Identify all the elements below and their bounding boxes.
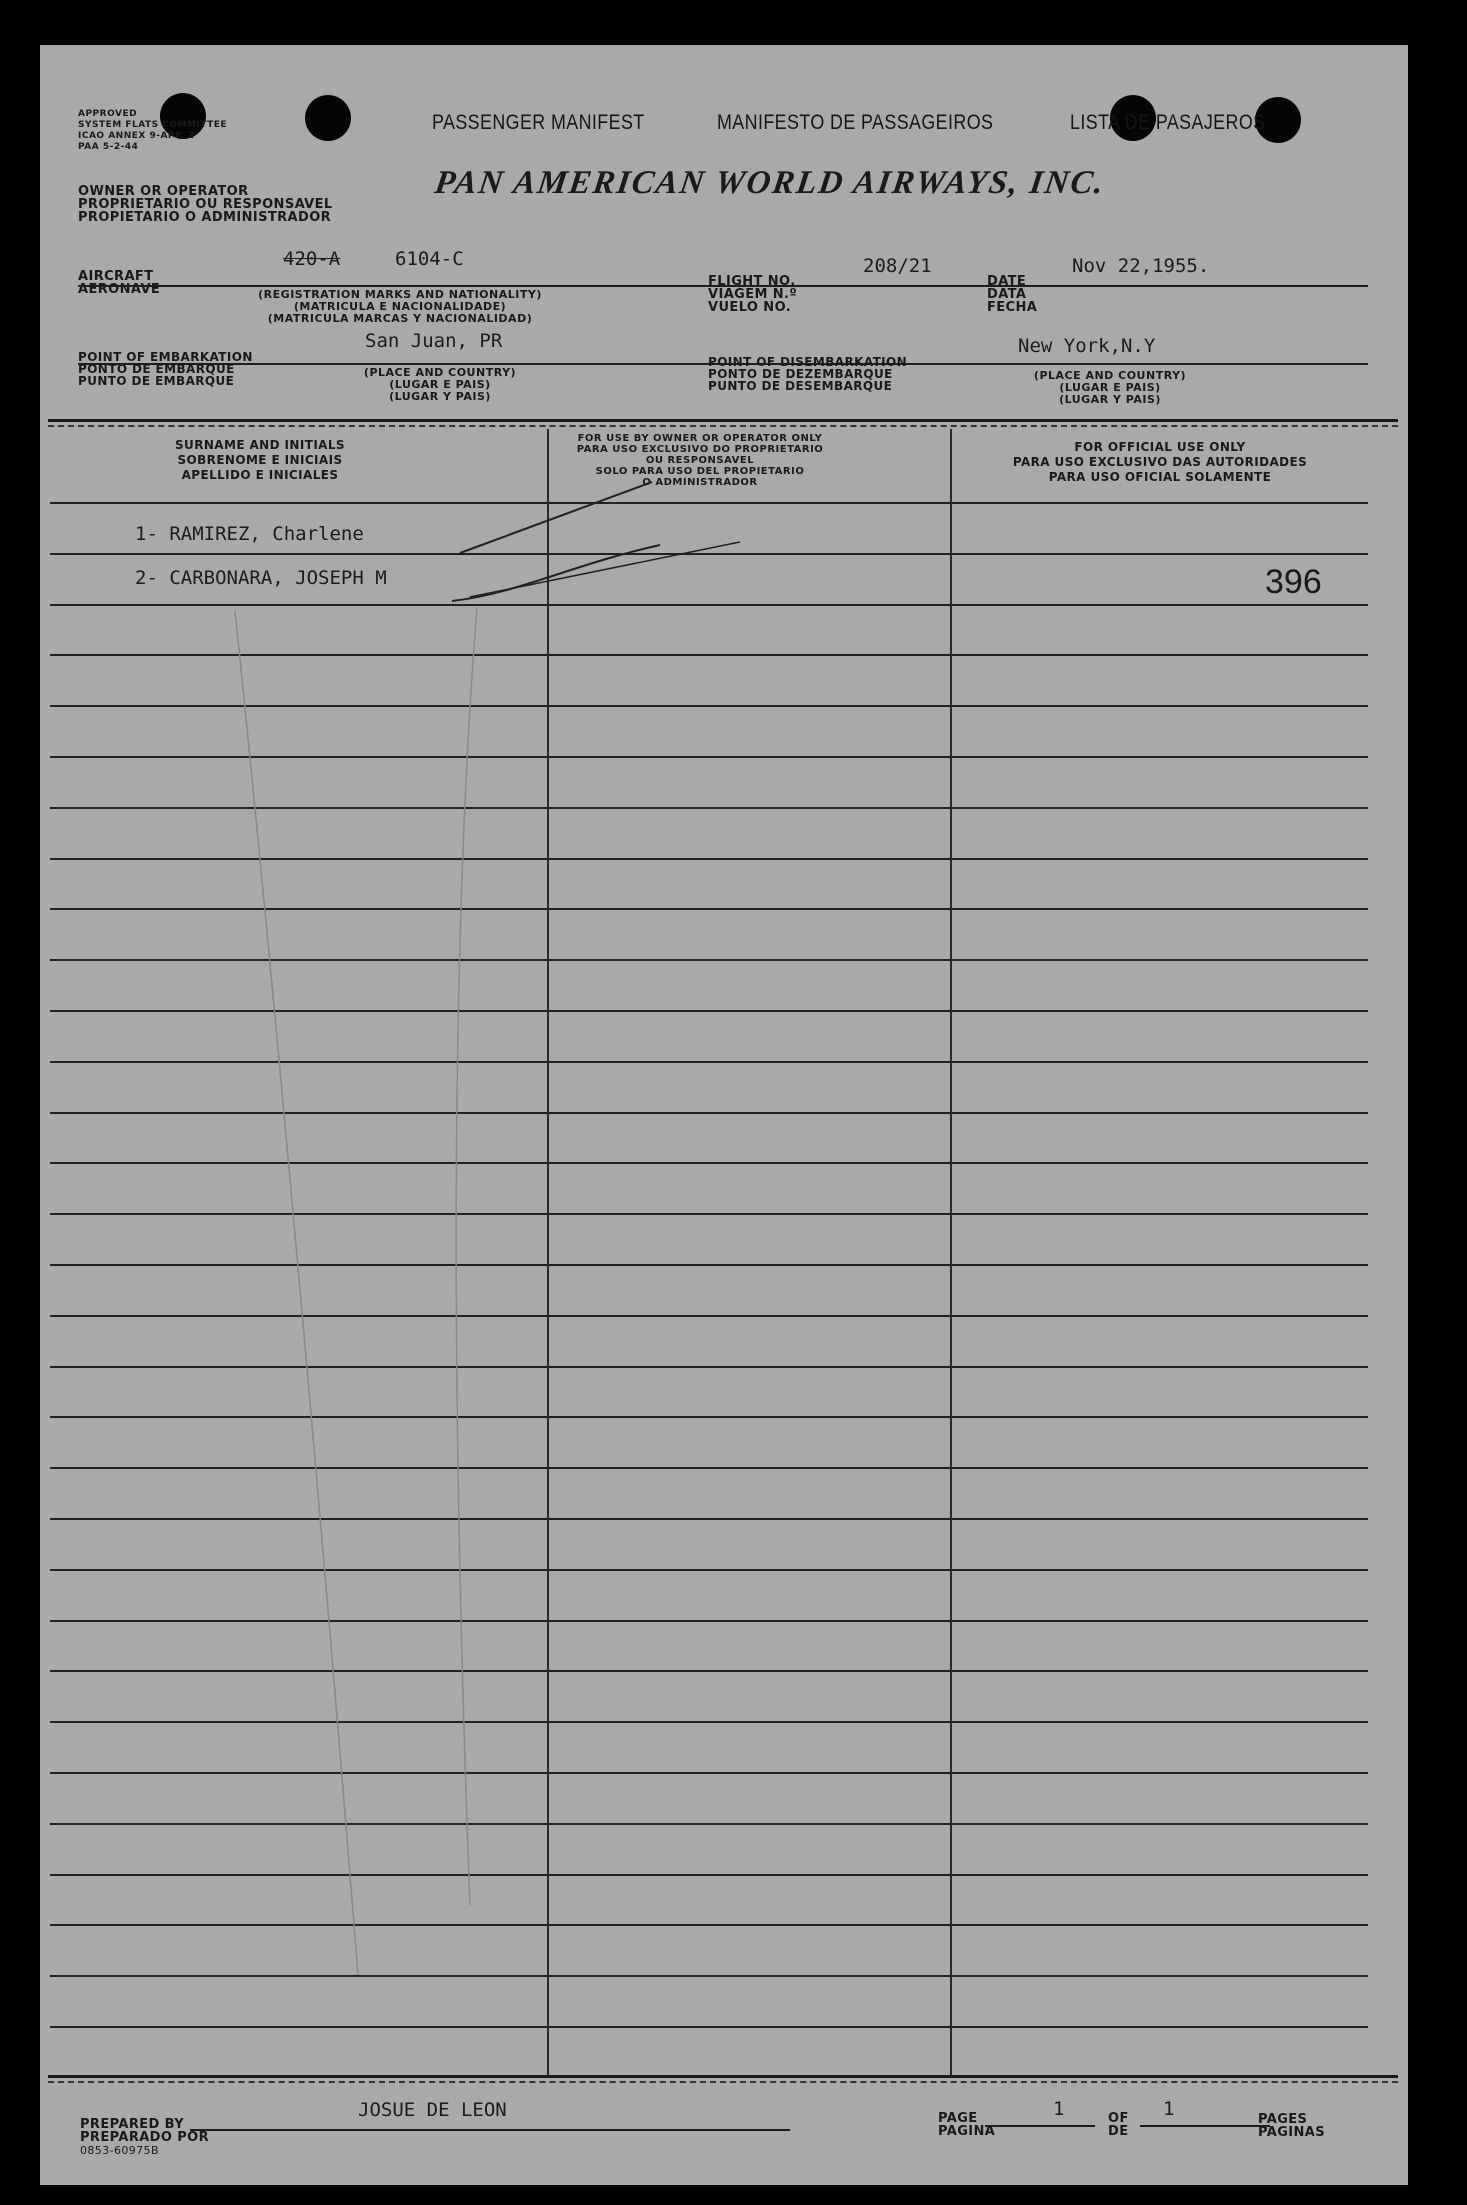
owner-label: PROPIETARIO O ADMINISTRADOR — [78, 210, 332, 225]
approval-line: SYSTEM FLATS COMMITTEE — [78, 120, 228, 130]
disembarkation-place: New York,N.Y — [1018, 335, 1156, 357]
embarkation-place: San Juan, PR — [365, 330, 503, 352]
flight-number: 208/21 — [863, 255, 932, 277]
col-header-line: SOLO PARA USO DEL PROPIETARIO — [595, 466, 805, 477]
of-label: DE — [1108, 2124, 1129, 2139]
col-header-line: PARA USO EXCLUSIVO DAS AUTORIDADES — [1012, 455, 1308, 469]
owner-label: PROPRIETARIO OU RESPONSAVEL — [78, 197, 333, 212]
aircraft-label: AIRCRAFT — [78, 269, 154, 284]
page-label: PAGE — [938, 2111, 978, 2126]
operator-name: PAN AMERICAN WORLD AIRWAYS, INC. — [432, 165, 1108, 201]
embarkation-label: PUNTO DE EMBARQUE — [78, 374, 235, 388]
flight-label: VUELO NO. — [708, 300, 792, 315]
of-labels — [1108, 2112, 1129, 2138]
of-underline — [1140, 2125, 1270, 2127]
col-header-line: OU RESPONSAVEL — [645, 455, 755, 466]
col-header-line: SURNAME AND INITIALS — [175, 438, 345, 452]
date-label: FECHA — [987, 300, 1038, 315]
col-header-line: PARA USO OFICIAL SOLAMENTE — [1048, 470, 1272, 484]
date-label: DATA — [987, 287, 1027, 302]
pages-labels — [1258, 2113, 1325, 2139]
title-pt: MANIFESTO DE PASSAGEIROS — [717, 111, 994, 134]
disembarkation-sublabel: (LUGAR Y PAIS) — [1059, 393, 1161, 406]
embarkation-sublabel: (LUGAR E PAIS) — [389, 378, 491, 391]
disembarkation-sublabel: (LUGAR E PAIS) — [1059, 381, 1161, 394]
approval-line: APPROVED — [78, 109, 138, 119]
of-label: OF — [1108, 2111, 1129, 2126]
approval-line: PAA 5-2-44 — [78, 142, 139, 152]
ditto-line-1 — [235, 611, 358, 1975]
tick-mark-2 — [452, 545, 660, 601]
page-label: PAGINA — [938, 2124, 996, 2139]
prepared-labels — [80, 2118, 209, 2157]
page-number: 1 — [1053, 2098, 1065, 2120]
date-label: DATE — [987, 274, 1027, 289]
passenger-row-2: 2- CARBONARA, JOSEPH M — [135, 567, 387, 589]
aircraft-registration-struck: 420-A — [283, 248, 341, 270]
disembarkation-label: PUNTO DE DESEMBARQUE — [708, 379, 893, 393]
page-total: 1 — [1163, 2098, 1175, 2120]
tick-mark-1 — [460, 482, 652, 553]
embarkation-label: PONTO DE EMBARQUE — [78, 362, 235, 376]
disembarkation-sublabel: (PLACE AND COUNTRY) — [1033, 369, 1187, 382]
manifest-sheet — [40, 45, 1408, 2185]
date-value: Nov 22,1955. — [1072, 255, 1210, 277]
aircraft-sublabel: (MATRICULA MARCAS Y NACIONALIDAD) — [267, 312, 533, 325]
form-number: 0853-60975B — [80, 2144, 159, 2157]
page-underline — [985, 2125, 1095, 2127]
flight-label: FLIGHT NO. — [708, 274, 796, 289]
pages-label: PAGES — [1258, 2112, 1308, 2127]
prepared-label: PREPARED BY — [80, 2117, 185, 2132]
col-header-line: SOBRENOME E INICIAIS — [177, 453, 343, 467]
prepared-underline — [190, 2129, 790, 2131]
title-en: PASSENGER MANIFEST — [432, 111, 645, 134]
col-header-line: PARA USO EXCLUSIVO DO PROPRIETARIO — [576, 444, 824, 455]
aircraft-registration: 6104-C — [395, 248, 464, 270]
col-header-line: O ADMINISTRADOR — [642, 477, 758, 488]
col-header-line: FOR OFFICIAL USE ONLY — [1074, 440, 1246, 454]
prepared-label: PREPARADO POR — [80, 2130, 210, 2145]
passenger-row-1: 1- RAMIREZ, Charlene — [135, 523, 364, 545]
ditto-line-2 — [456, 607, 477, 1905]
flight-label: VIAGEM N.º — [708, 287, 798, 302]
table-bottom-rule-2 — [48, 2081, 1398, 2083]
aircraft-label: AERONAVE — [78, 282, 161, 297]
title-es: LISTA DE PASAJEROS — [1070, 111, 1266, 134]
stamp-number: 396 — [1265, 563, 1322, 601]
owner-label: OWNER OR OPERATOR — [78, 184, 249, 199]
prepared-by: JOSUE DE LEON — [358, 2099, 507, 2121]
aircraft-sublabel: (REGISTRATION MARKS AND NATIONALITY) — [258, 288, 542, 301]
embarkation-sublabel: (LUGAR Y PAIS) — [389, 390, 491, 403]
col-header-line: FOR USE BY OWNER OR OPERATOR ONLY — [577, 433, 823, 444]
embarkation-label: POINT OF EMBARKATION — [78, 350, 253, 364]
disembarkation-label: PONTO DE DEZEMBARQUE — [708, 367, 893, 381]
table-bottom-rule — [48, 2075, 1398, 2078]
embarkation-sublabel: (PLACE AND COUNTRY) — [363, 366, 517, 379]
handwritten-marks — [40, 45, 1408, 2185]
approval-line: ICAO ANNEX 9-APP. 2 — [78, 131, 195, 141]
disembarkation-label: POINT OF DISEMBARKATION — [708, 355, 908, 369]
tick-mark-3 — [470, 542, 740, 597]
col-header-line: APELLIDO E INICIALES — [181, 468, 339, 482]
pages-label: PAGINAS — [1258, 2125, 1326, 2140]
aircraft-sublabel: (MATRICULA E NACIONALIDADE) — [293, 300, 507, 313]
